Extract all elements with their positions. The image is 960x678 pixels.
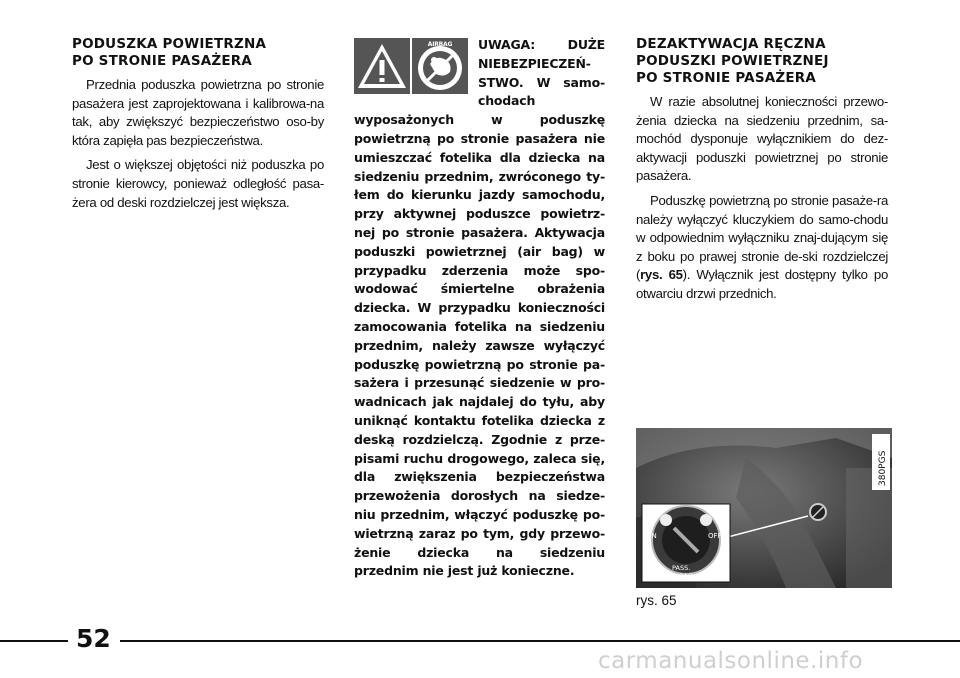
warning-icons (354, 38, 468, 96)
section-heading-airbag (72, 36, 324, 70)
figure-caption: rys. 65 (636, 593, 677, 608)
paragraph-text: Poduszkę powietrzną po stronie pasaże-ra należy wyłączyć kluczykiem do samo-chodu w odpowiednim wyłączniku znaj-dującym się z boku po prawej stronie de-ski rozdzielczej ( (636, 192, 888, 283)
figure-code (872, 434, 890, 490)
switch-photo (636, 428, 892, 588)
figure-reference: rys. 65 (640, 267, 683, 283)
paragraph (636, 192, 888, 304)
figure-airbag-switch (636, 428, 892, 588)
switch-on-label: ON (646, 532, 657, 540)
switch-airbag-label: AIR BAG (666, 572, 693, 580)
paragraph: W razie absolutnej konieczności przewo-żenia dziecka na siedzeniu przednim, sa-mochód dysponuje wyłącznikiem do dez-aktywacji poduszki powietrznej po stronie pasażera. (636, 94, 888, 184)
footer-rule (0, 640, 68, 642)
footer-rule (120, 640, 960, 642)
middle-column (354, 36, 605, 581)
heading-line: PODUSZKA POWIETRZNA (72, 36, 267, 52)
paragraph-text: ). Wyłącznik jest dostępny tylko po otwarciu drzwi przednich. (636, 267, 888, 301)
paragraph: Przednia poduszka powietrzna po stronie pasażera jest zaprojektowana i kalibrowa-na tak, aby zwiększyć bezpieczeństwo oso-by która zapięła pas bezpieczeństwa. (72, 77, 324, 148)
switch-pass-label: PASS. (672, 564, 691, 572)
heading-line: PODUSZKI POWIETRZNEJ (636, 53, 829, 69)
airbag-prohibited-icon (412, 38, 468, 94)
page-number: 52 (76, 624, 111, 653)
section-heading-deactivation (636, 36, 888, 87)
airbag-icon-label: AIRBAG (427, 41, 453, 48)
switch-off-label: OFF (708, 532, 722, 540)
warning-triangle-icon (354, 38, 410, 94)
right-column (636, 36, 888, 310)
heading-line: PO STRONIE PASAŻERA (72, 53, 253, 69)
paragraph: Jest o większej objętości niż poduszka po stronie kierowcy, ponieważ odległość pasa-żera od deski rozdzielczej jest większa. (72, 157, 324, 210)
heading-line: DEZAKTYWACJA RĘCZNA (636, 36, 826, 52)
left-column (72, 36, 324, 218)
warning-text: UWAGA: DUŻE NIEBEZPIECZEŃ-STWO. W samo-chodach wyposażonych w poduszkę powietrzną po stronie pasażera nie umieszczać fotelika dla dziecka na siedzeniu przednim, zwróconego ty-łem do kierunku jazdy samochodu, przy aktywnej poduszce powietrz-nej po stronie pasażera. Aktywacja poduszki powietrznej (air bag) w przypadku zderzenia może spo-wodować śmiertelne obrażenia dziecka. W przypadku konieczności zamocowania fotelika na siedzeniu przednim, należy zawsze wyłączyć poduszkę powietrzną po stronie pa-sażera i przesunąć siedzenie w pro-wadnicach jak najdalej do tyłu, aby uniknąć kontaktu fotelika dziecka z deską rozdzielczą. Zgodnie z prze-pisami ruchu drogowego, zaleca się, dla zwiększenia bezpieczeństwa przewożenia dorosłych na siedze-niu przednim, włączyć poduszkę po-wietrzną zaraz po tym, gdy przewo-żenie dziecka na siedzeniu przednim nie jest już konieczne. (354, 37, 605, 579)
watermark: carmanualsonline.info (598, 648, 864, 674)
svg-text:380PGS: 380PGS (878, 450, 888, 486)
heading-line: PO STRONIE PASAŻERA (636, 70, 817, 86)
warning-block (354, 36, 605, 581)
